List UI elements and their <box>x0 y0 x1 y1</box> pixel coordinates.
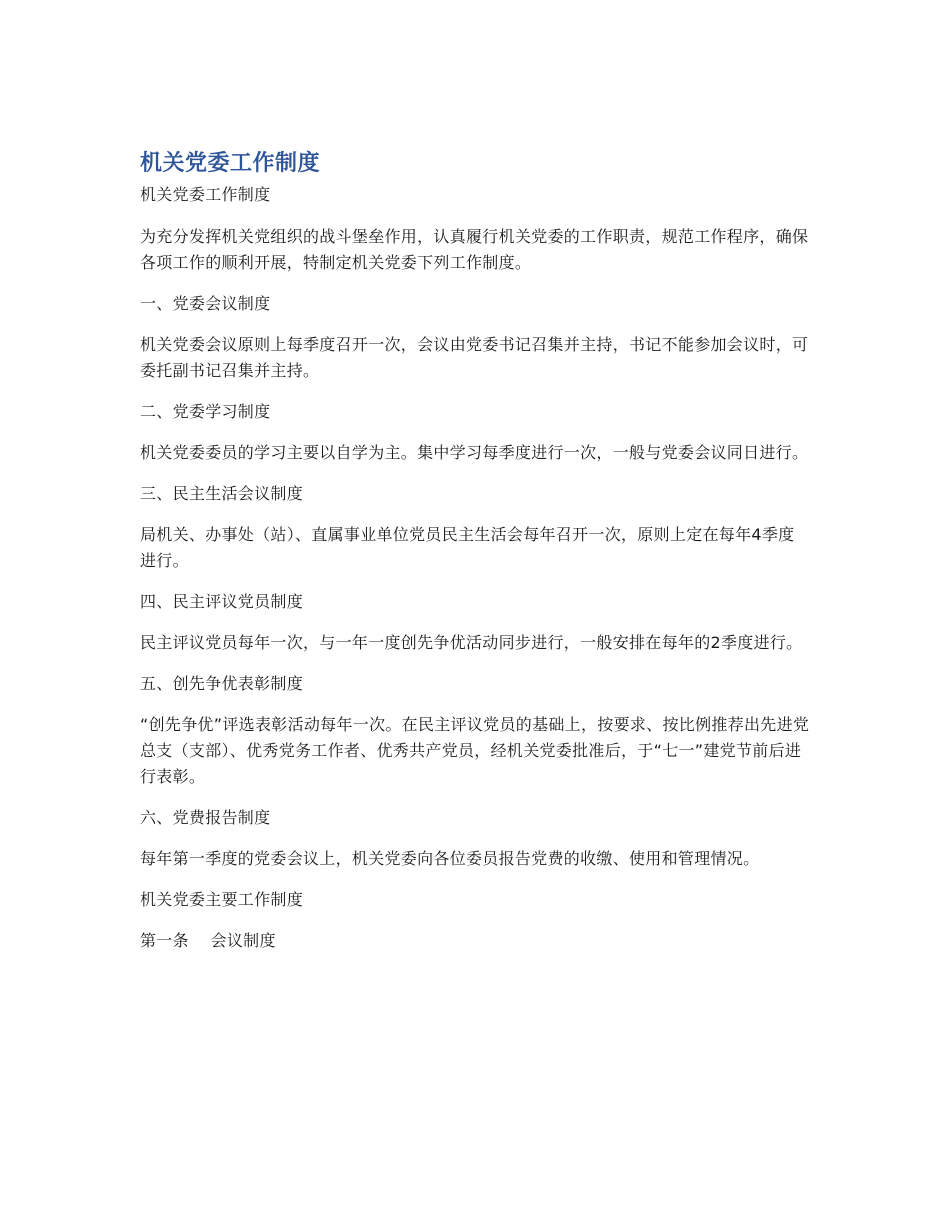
section-body-2: 机关党委委员的学习主要以自学为主。集中学习每季度进行一次，一般与党委会议同日进行。 <box>140 443 809 462</box>
section-heading-1: 一、党委会议制度 <box>140 294 271 313</box>
section-heading-4: 四、民主评议党员制度 <box>140 592 304 611</box>
document-title: 机关党委工作制度 <box>140 151 321 176</box>
section-body-1: 机关党委会议原则上每季度召开一次，会议由党委书记召集并主持，书记不能参加会议时，可委托副书记召集并主持。 <box>140 335 809 380</box>
section-body-6: 每年第一季度的党委会议上，机关党委向各位委员报告党费的收缴、使用和管理情况。 <box>140 849 760 868</box>
section-body-3: 局机关、办事处（站）、直属事业单位党员民主生活会每年召开一次，原则上定在每年4季度进行。 <box>140 525 795 570</box>
section-heading-3: 三、民主生活会议制度 <box>140 484 304 503</box>
section-body-5: “创先争优”评选表彰活动每年一次。在民主评议党员的基础上，按要求、按比例推荐出先进党总支（支部）、优秀党务工作者、优秀共产党员，经机关党委批准后，于“七一”建党节前后进行表彰。 <box>140 715 810 786</box>
section-body-4: 民主评议党员每年一次，与一年一度创先争优活动同步进行，一般安排在每年的2季度进行。 <box>140 633 803 652</box>
section-heading-6: 六、党费报告制度 <box>140 808 271 827</box>
section-heading-2: 二、党委学习制度 <box>140 402 271 421</box>
intro-paragraph: 为充分发挥机关党组织的战斗堡垒作用，认真履行机关党委的工作职责，规范工作程序，确保各项工作的顺利开展，特制定机关党委下列工作制度。 <box>140 227 809 272</box>
section-heading-5: 五、创先争优表彰制度 <box>140 674 304 693</box>
article-heading-1: 第一条 会议制度 <box>140 931 276 950</box>
document-subtitle: 机关党委工作制度 <box>140 185 271 204</box>
subsection-title: 机关党委主要工作制度 <box>140 890 304 909</box>
document-content <box>140 148 810 969</box>
